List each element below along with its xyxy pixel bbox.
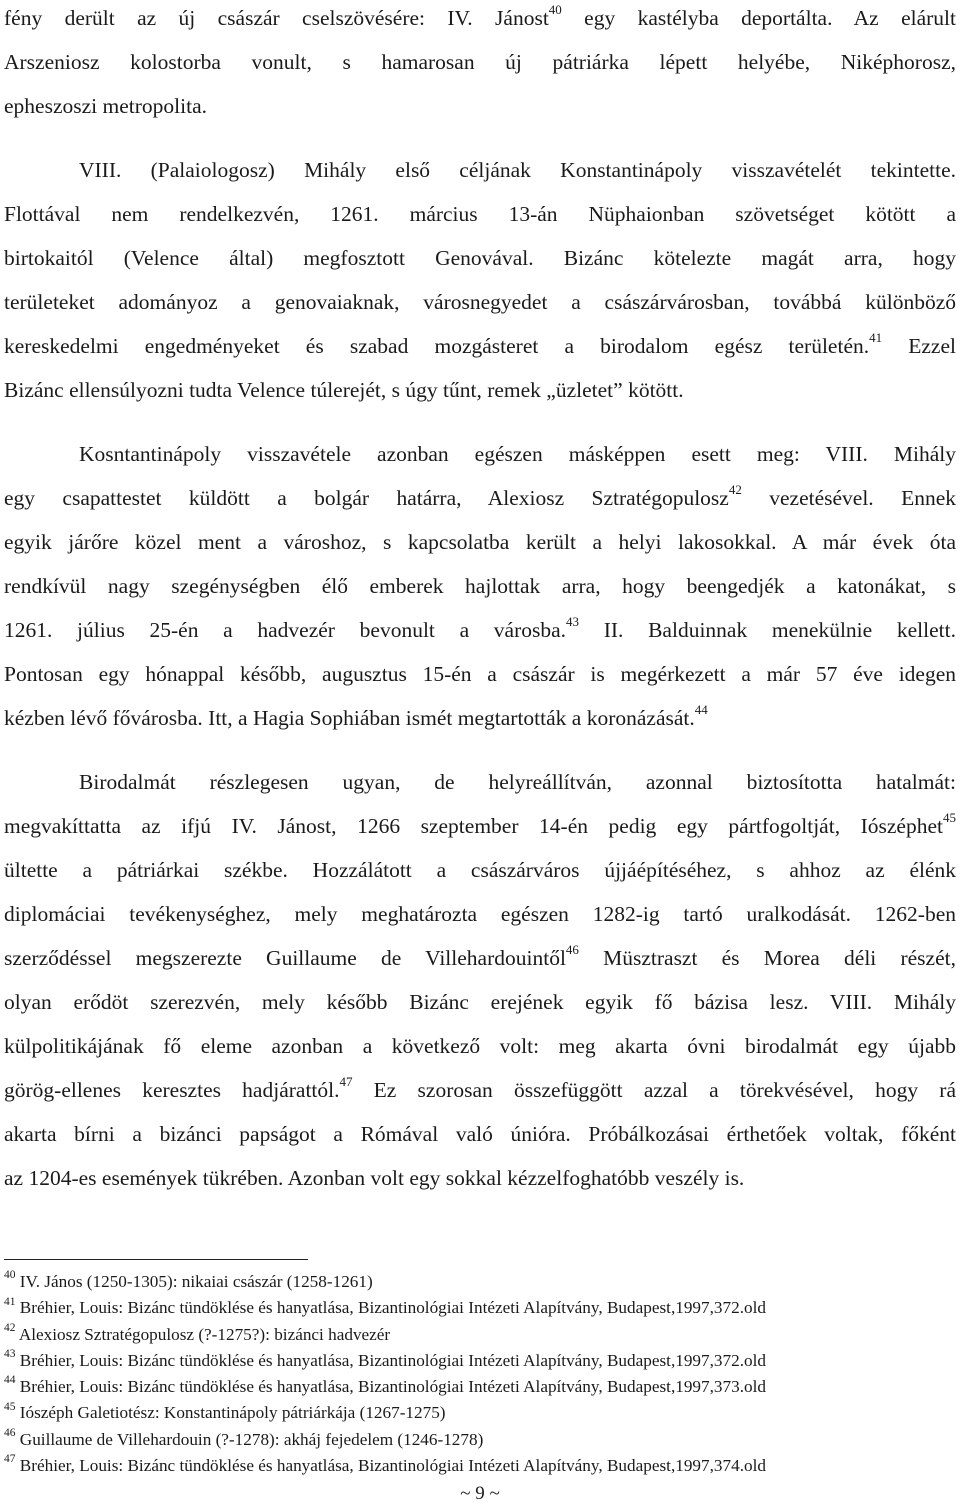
text-run: Ezzel xyxy=(882,334,956,358)
footnote-ref-44[interactable]: 44 xyxy=(694,701,708,717)
footnote-number: 41 xyxy=(4,1295,16,1308)
text-run: vezetésével. Ennek xyxy=(741,486,956,510)
text-run: görög-ellenes keresztes hadjárattól. xyxy=(4,1078,340,1102)
text-line: diplomáciai tevékenységhez, mely meghatározta egészen 1282-ig tartó uralkodását. 1262-ben xyxy=(4,902,956,926)
footnote-number: 46 xyxy=(4,1427,16,1440)
page-number: ~ 9 ~ xyxy=(460,1483,500,1504)
text-line: egyik járőre közel ment a városhoz, s kapcsolatba került a helyi lakosokkal. A már évek óta xyxy=(4,530,956,554)
footnote-number: 45 xyxy=(4,1400,16,1413)
footnotes-list xyxy=(4,1269,956,1479)
text-line: akarta bírni a bizánci papságot a Rómával való únióra. Próbálkozásai érthetőek voltak, főként xyxy=(4,1122,956,1146)
text-run: egy csapattestet küldött a bolgár határra, Alexiosz Sztratégopulosz xyxy=(4,486,729,510)
footnote-ref-43[interactable]: 43 xyxy=(566,613,580,629)
footnote-item xyxy=(4,1348,956,1374)
text-run: 1261. július 25-én a hadvezér bevonult a városba. xyxy=(4,618,567,642)
footnote-ref-42[interactable]: 42 xyxy=(728,481,742,497)
footnote-number: 42 xyxy=(4,1321,16,1334)
footnote-number: 44 xyxy=(4,1374,16,1387)
text-line xyxy=(4,0,956,40)
text-run: szerződéssel megszerezte Guillaume de Villehardouintől xyxy=(4,946,566,970)
text-line: birtokaitól (Velence által) megfosztott Genovával. Bizánc kötelezte magát arra, hogy xyxy=(4,246,956,270)
text-line: ültette a pátriárkai székbe. Hozzálátott a császárváros újjáépítéséhez, s ahhoz az élénk xyxy=(4,858,956,882)
footnote-item xyxy=(4,1269,956,1295)
text-line: Bizánc ellensúlyozni tudta Velence túlerejét, s úgy tűnt, remek „üzletet” kötött. xyxy=(4,378,684,402)
footnote-number: 40 xyxy=(4,1269,16,1282)
footnote-item xyxy=(4,1295,956,1321)
footnote-item xyxy=(4,1453,956,1479)
text-line: VIII. (Palaiologosz) Mihály első céljának Konstantinápoly visszavételét tekintette. xyxy=(79,158,956,182)
text-line: külpolitikájának fő eleme azonban a következő volt: meg akarta óvni birodalmát egy újabb xyxy=(4,1034,956,1058)
footnote-ref-40[interactable]: 40 xyxy=(548,1,562,17)
text-line: rendkívül nagy szegénységben élő emberek hajlottak arra, hogy beengedjék a katonákat, s xyxy=(4,574,956,598)
footnote-text: Iószéph Galetiotész: Konstantinápoly pátriárkája (1267-1275) xyxy=(19,1403,446,1423)
text-line: Arszeniosz kolostorba vonult, s hamarosan új pátriárka lépett helyébe, Niképhorosz, xyxy=(4,50,956,74)
footnote-text: Bréhier, Louis: Bizánc tündöklése és hanyatlása, Bizantinológiai Intézeti Alapítvány, Budapest,1997,374.old xyxy=(19,1456,766,1476)
footnote-separator xyxy=(4,1259,308,1260)
text-line xyxy=(4,476,956,520)
footnote-text: IV. János (1250-1305): nikaiai császár (1258-1261) xyxy=(19,1272,373,1291)
footnote-text: Guillaume de Villehardouin (?-1278): akháj fejedelem (1246-1278) xyxy=(19,1429,484,1449)
footnote-text: Alexiosz Sztratégopulosz (?-1275?): bizánci hadvezér xyxy=(18,1324,391,1344)
text-line: epheszoszi metropolita. xyxy=(4,94,207,118)
text-run: megvakíttatta az ifjú IV. Jánost, 1266 szeptember 14-én pedig egy pártfogoltját, Iószéphet xyxy=(4,814,943,838)
text-run: Müsztraszt és Morea déli részét, xyxy=(578,946,956,970)
text-run: Ez szorosan összefüggött azzal a törekvésével, hogy rá xyxy=(352,1078,956,1102)
footnote-item xyxy=(4,1322,956,1348)
text-line xyxy=(4,1068,956,1112)
text-line xyxy=(4,608,956,652)
footnote-ref-45[interactable]: 45 xyxy=(943,809,956,825)
text-run: kereskedelmi engedményeket és szabad mozgásteret a birodalom egész területén. xyxy=(4,334,870,358)
text-line: olyan erődöt szerezvén, mely később Bizánc erejének egyik fő bázisa lesz. VIII. Mihály xyxy=(4,990,956,1014)
text-run: kézben lévő fővárosba. Itt, a Hagia Sophiában ismét megtartották a koronázását. xyxy=(4,706,695,730)
text-line: Pontosan egy hónappal később, augusztus 15-én a császár is megérkezett a már 57 éve idegen xyxy=(4,662,956,686)
footnote-number: 43 xyxy=(4,1348,16,1361)
text-line xyxy=(4,804,956,848)
footnote-text: Bréhier, Louis: Bizánc tündöklése és hanyatlása, Bizantinológiai Intézeti Alapítvány, Budapest,1997,373.old xyxy=(19,1377,766,1397)
text-run: fény derült az új császár cselszövésére: IV. Jánost xyxy=(4,6,549,30)
text-line: az 1204-es események tükrében. Azonban volt egy sokkal kézzelfoghatóbb veszély is. xyxy=(4,1166,745,1190)
footnote-number: 47 xyxy=(4,1453,16,1466)
text-line: Birodalmát részlegesen ugyan, de helyreállítván, azonnal biztosította hatalmát: xyxy=(79,770,956,794)
footnote-item xyxy=(4,1400,956,1426)
text-line: Flottával nem rendelkezvén, 1261. március 13-án Nüphaionban szövetséget kötött a xyxy=(4,202,956,226)
text-line: Kosntantinápoly visszavétele azonban egészen másképpen esett meg: VIII. Mihály xyxy=(79,442,956,466)
text-line xyxy=(4,324,956,368)
text-line xyxy=(4,936,956,980)
text-line xyxy=(4,696,956,740)
text-line: területeket adományoz a genovaiaknak, városnegyedet a császárvárosban, továbbá különböző xyxy=(4,290,956,314)
footnote-text: Bréhier, Louis: Bizánc tündöklése és hanyatlása, Bizantinológiai Intézeti Alapítvány, Budapest,1997,372.old xyxy=(19,1350,766,1370)
paragraph-2 xyxy=(4,148,956,412)
text-run: egy kastélyba deportálta. Az elárult xyxy=(561,6,956,30)
footnote-ref-46[interactable]: 46 xyxy=(565,941,579,957)
footnote-ref-47[interactable]: 47 xyxy=(339,1073,353,1089)
footnote-text: Bréhier, Louis: Bizánc tündöklése és hanyatlása, Bizantinológiai Intézeti Alapítvány, Budapest,1997,372.old xyxy=(19,1298,766,1318)
paragraph-3 xyxy=(4,432,956,740)
footnote-item xyxy=(4,1374,956,1400)
footnote-item xyxy=(4,1427,956,1453)
text-run: II. Balduinnak menekülnie kellett. xyxy=(579,618,956,642)
paragraph-1 xyxy=(4,0,956,128)
footnote-ref-41[interactable]: 41 xyxy=(869,329,883,345)
paragraph-4 xyxy=(4,760,956,1200)
